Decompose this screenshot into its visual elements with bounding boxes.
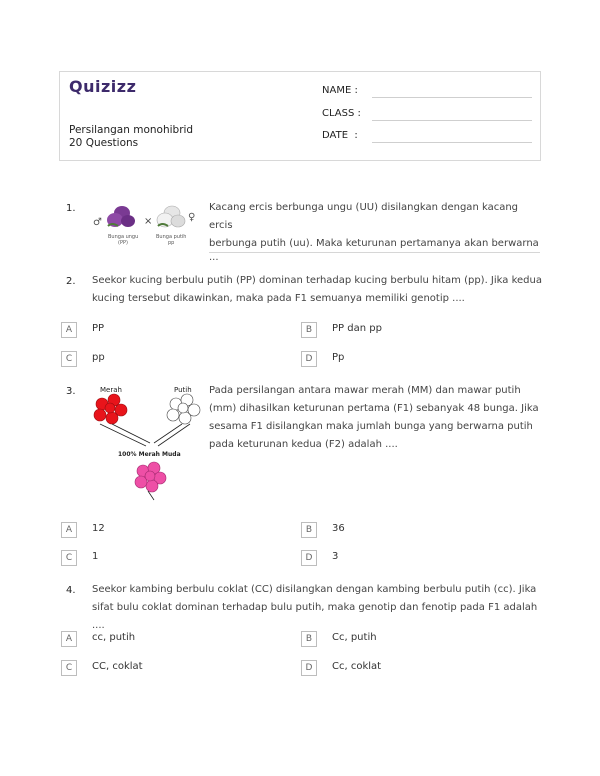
white-flower-icon [157, 206, 185, 227]
text-line: berbunga putih (uu). Maka keturunan pertamanya akan berwarna [209, 238, 539, 249]
question-3-text [209, 382, 544, 454]
text-line: Pada persilangan antara mawar merah (MM) dan mawar putih [209, 385, 521, 396]
date-field-line[interactable] [372, 142, 532, 143]
option-letter: C [61, 351, 77, 367]
option-text: pp [92, 352, 105, 363]
class-field-line[interactable] [372, 120, 532, 121]
rose-cross-image [90, 380, 205, 510]
purple-flower-icon [107, 206, 135, 227]
option-letter: C [61, 660, 77, 676]
question-2-text [92, 272, 542, 308]
label-white-sub: pp [168, 240, 175, 246]
pink-flower-icon [135, 462, 166, 492]
text-line: (mm) dihasilkan keturunan pertama (F1) sebanyak 48 bunga. Jika [209, 403, 539, 414]
quiz-title: Persilangan monohibrid [69, 124, 194, 136]
question-4-text [92, 581, 547, 635]
white-flower-icon [167, 394, 200, 424]
option-letter: B [301, 522, 317, 538]
label-pink: 100% Merah Muda [118, 451, 181, 458]
quiz-title-block [69, 124, 193, 150]
name-field-label: NAME : [322, 85, 358, 96]
option-text: Cc, putih [332, 632, 377, 643]
text-line: sifat bulu coklat dominan terhadap bulu putih, maka genotip dan fenotip pada F1 adalah .... [92, 602, 538, 631]
option-letter: A [61, 631, 77, 647]
class-field-label: CLASS : [322, 108, 361, 119]
pea-flower-cross-image [90, 198, 205, 248]
option-letter: D [301, 550, 317, 566]
label-red: Merah [100, 386, 122, 394]
option-text: 36 [332, 523, 345, 534]
option-text: PP [92, 323, 105, 334]
cross-symbol: × [144, 216, 153, 227]
male-symbol: ♂ [93, 217, 102, 228]
female-symbol: ♀ [188, 212, 196, 223]
question-1-text [209, 199, 544, 263]
text-line: sesama F1 disilangkan maka jumlah bunga yang berwarna putih [209, 421, 533, 432]
text-line: Kacang ercis berbunga ungu (UU) disilangkan dengan kacang ercis [209, 202, 519, 231]
text-line: kucing tersebut dikawinkan, maka pada F1 semuanya memiliki genotip .... [92, 293, 465, 304]
text-line: Seekor kambing berbulu coklat (CC) disilangkan dengan kambing berbulu putih (cc). Jika [92, 584, 537, 595]
text-line: pada keturunan kedua (F2) adalah .... [209, 439, 398, 450]
text-line: ... [209, 252, 219, 263]
option-text: cc, putih [92, 632, 136, 643]
question-3-number: 3. [66, 386, 76, 397]
option-letter: C [61, 550, 77, 566]
label-purple: Bunga ungu [108, 234, 139, 240]
question-1-number: 1. [66, 203, 76, 214]
option-text: CC, coklat [92, 661, 143, 672]
question-1-divider [209, 252, 540, 253]
option-letter: B [301, 322, 317, 338]
quizizz-logo: Quizizz [69, 77, 137, 96]
option-letter: A [61, 322, 77, 338]
option-letter: D [301, 351, 317, 367]
option-text: 12 [92, 523, 105, 534]
option-letter: A [61, 522, 77, 538]
label-purple-sub: (PP) [118, 240, 128, 246]
question-4-number: 4. [66, 585, 76, 596]
option-text: 1 [92, 551, 99, 562]
option-text: PP dan pp [332, 323, 382, 334]
text-line: Seekor kucing berbulu putih (PP) dominan terhadap kucing berbulu hitam (pp). Jika kedua [92, 275, 542, 286]
question-count: 20 Questions [69, 137, 139, 149]
label-white: Bunga putih [156, 234, 187, 240]
option-letter: B [301, 631, 317, 647]
date-field-label: DATE : [322, 130, 358, 141]
option-text: 3 [332, 551, 339, 562]
option-letter: D [301, 660, 317, 676]
label-white: Putih [174, 386, 192, 394]
question-2-number: 2. [66, 276, 76, 287]
red-flower-icon [94, 394, 127, 424]
option-text: Cc, coklat [332, 661, 382, 672]
name-field-line[interactable] [372, 97, 532, 98]
option-text: Pp [332, 352, 345, 363]
